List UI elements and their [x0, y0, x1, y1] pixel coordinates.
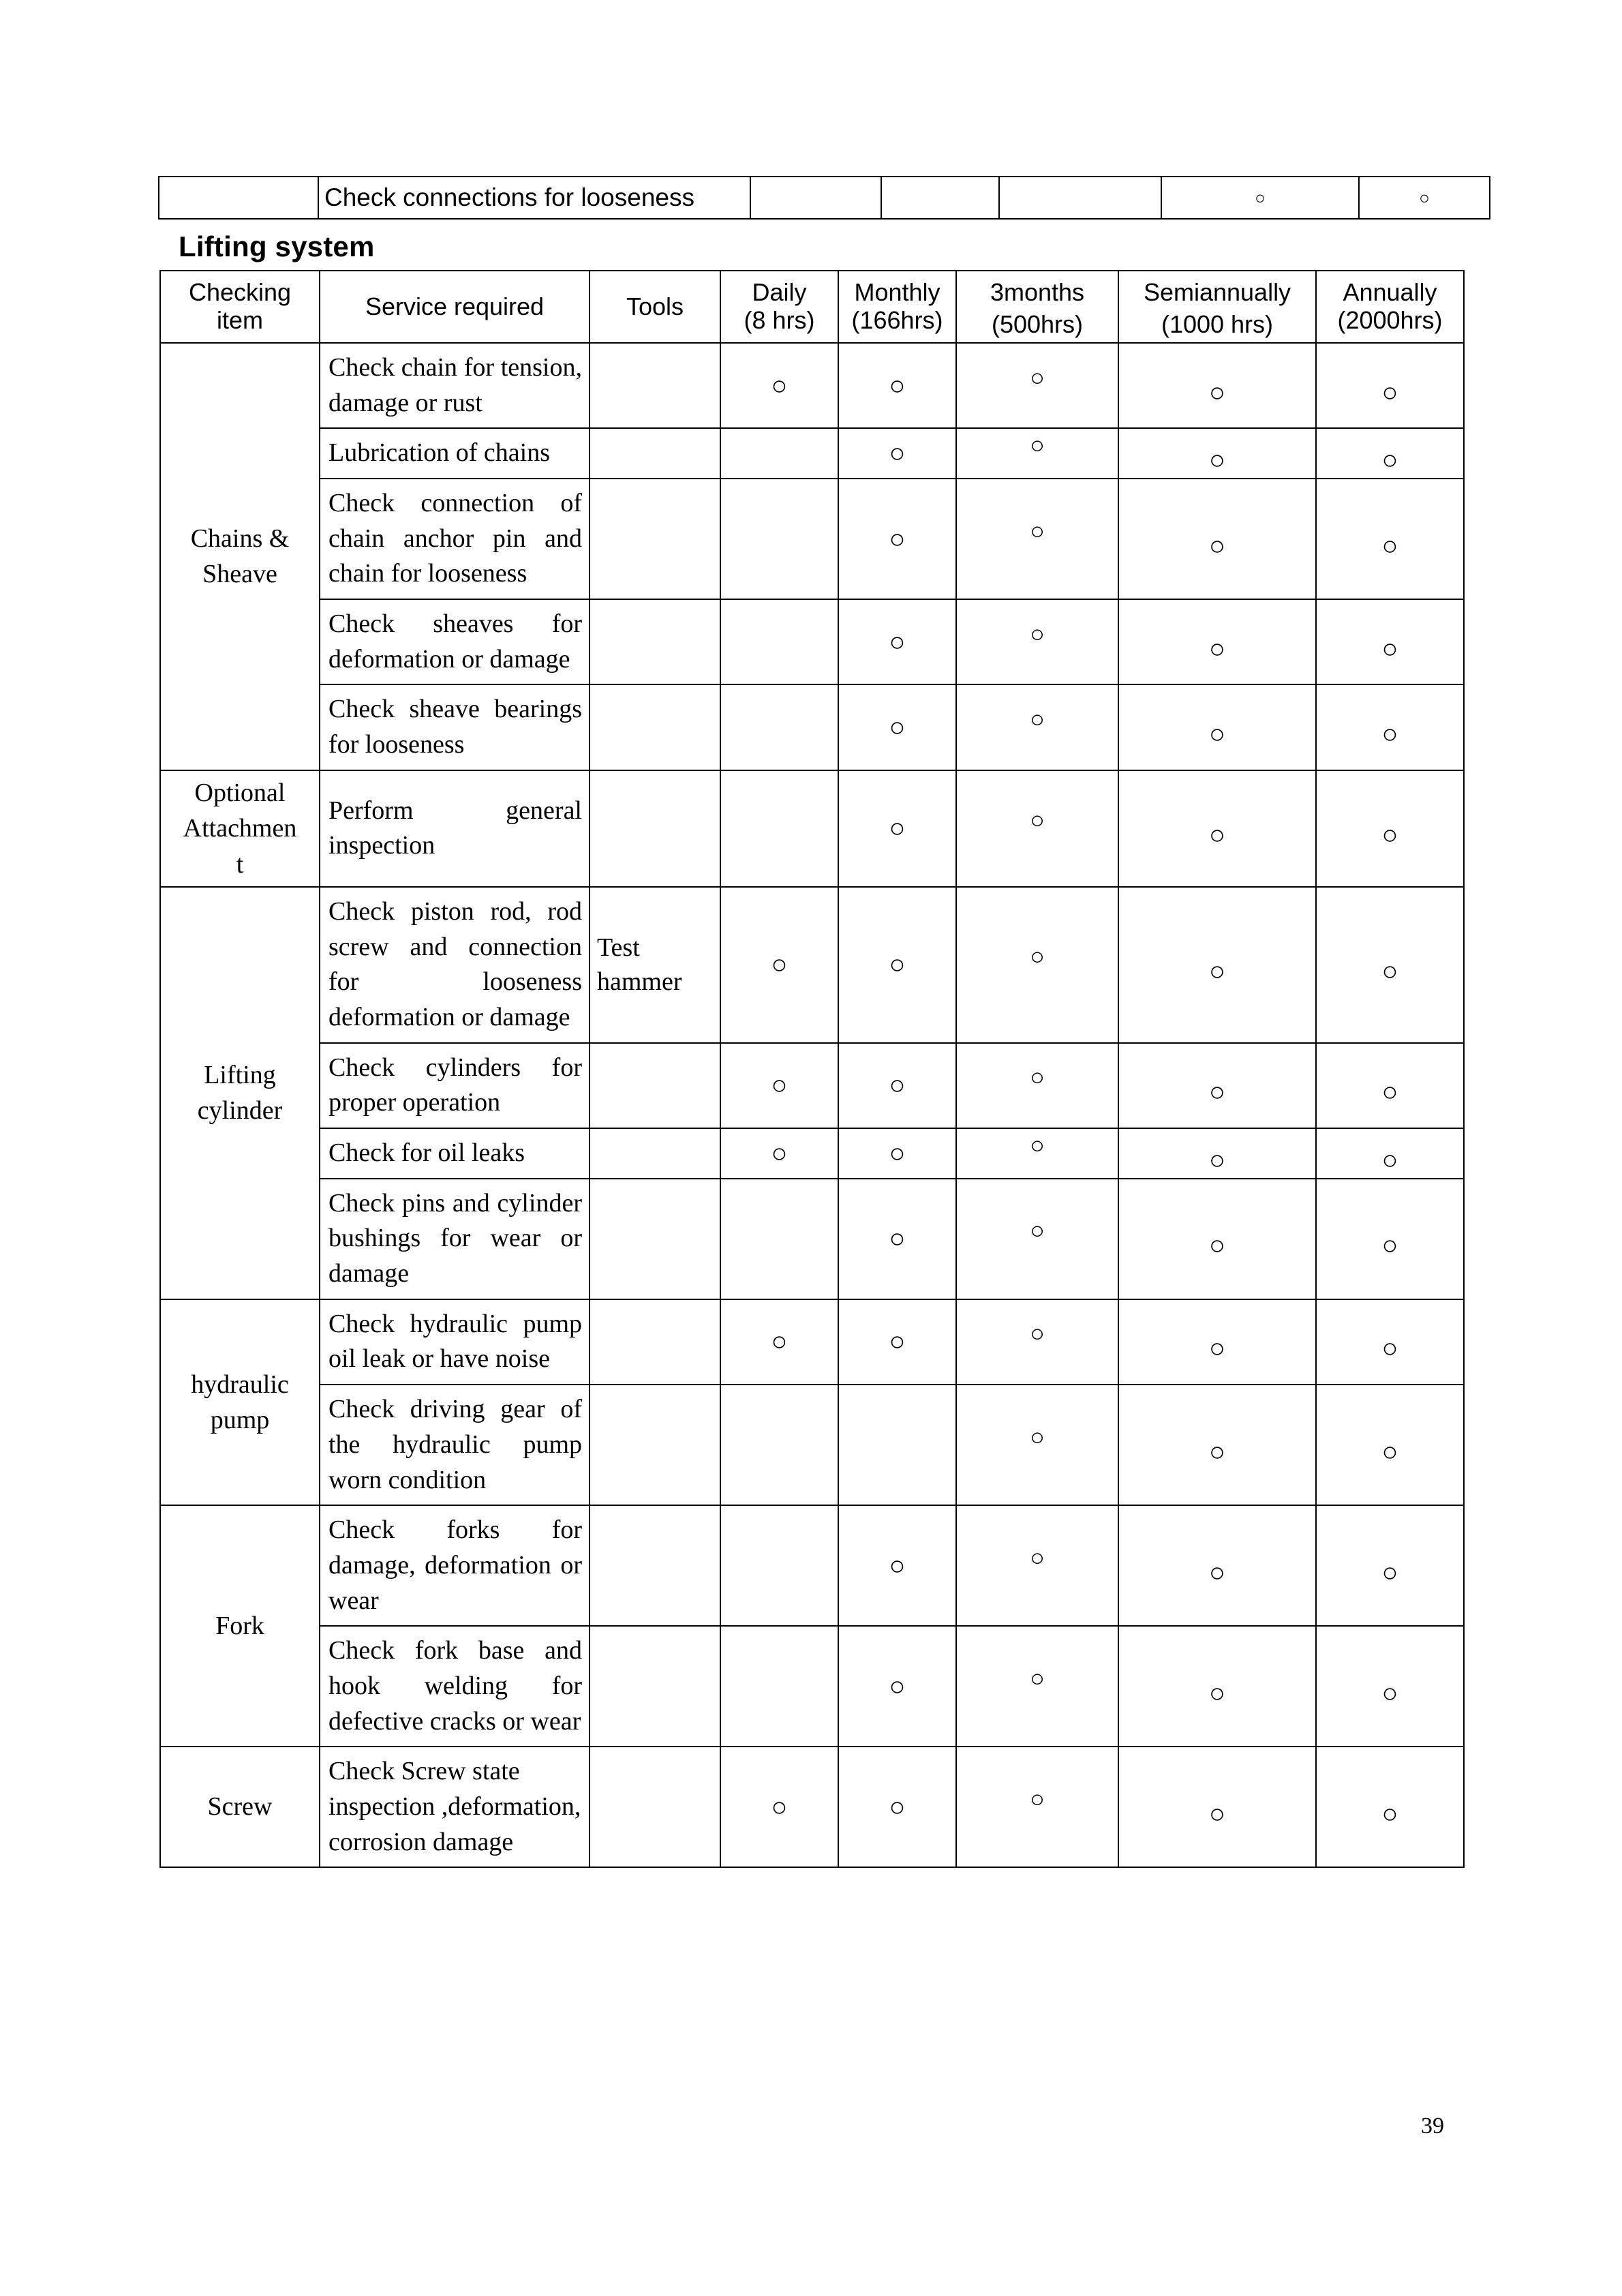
cell-monthly [838, 428, 956, 479]
cell-service-required: Lubrication of chains [320, 428, 590, 479]
header-line-2: (166hrs) [851, 306, 943, 335]
header-line-2: (8 hrs) [744, 306, 815, 335]
cell-tools [590, 770, 720, 887]
check-mark-icon: ○ [889, 369, 906, 401]
top-cell-checking-item [159, 177, 318, 219]
cell-monthly [838, 1747, 956, 1867]
cell-service-required: Check sheave bearings for looseness [320, 684, 590, 770]
cell-three-months [956, 428, 1118, 479]
top-cell-service-required: Check connections for looseness [318, 177, 750, 219]
check-mark-icon: ○ [889, 1070, 906, 1101]
check-mark-icon: ○ [1381, 819, 1398, 851]
cell-annually [1316, 479, 1464, 599]
check-mark-icon: ○ [1030, 943, 1045, 971]
check-mark-icon: ○ [1208, 1333, 1226, 1364]
check-mark-icon: ○ [1208, 1798, 1226, 1829]
cell-three-months [956, 770, 1118, 887]
cell-semiannually [1118, 1128, 1316, 1179]
checking-item-label-line: Fork [215, 1611, 264, 1640]
check-mark-icon: ○ [1255, 187, 1266, 208]
check-mark-icon: ○ [1030, 1063, 1045, 1091]
check-mark-icon: ○ [1030, 1131, 1045, 1159]
cell-tools [590, 1747, 720, 1867]
cell-daily [720, 1043, 838, 1128]
cell-three-months [956, 1299, 1118, 1385]
checking-item-label-line: Lifting [204, 1061, 276, 1090]
check-mark-icon: ○ [1030, 432, 1045, 459]
check-mark-icon: ○ [889, 1550, 906, 1581]
cell-daily [720, 1505, 838, 1626]
check-mark-icon: ○ [889, 1326, 906, 1357]
cell-service-required: Check forks for damage, deformation or wear [320, 1505, 590, 1626]
checking-item-label-line: hydraulic [191, 1370, 289, 1399]
header-line-1: 3months [990, 278, 1085, 306]
cell-three-months [956, 1505, 1118, 1626]
cell-semiannually [1118, 684, 1316, 770]
check-mark-icon: ○ [771, 1070, 788, 1101]
cell-checking-item [160, 887, 320, 1299]
check-mark-icon: ○ [771, 369, 788, 401]
cell-monthly [838, 1299, 956, 1385]
check-mark-icon: ○ [771, 1791, 788, 1822]
cell-semiannually [1118, 343, 1316, 428]
cell-semiannually [1118, 428, 1316, 479]
column-header-annually [1316, 271, 1464, 343]
cell-monthly [838, 1179, 956, 1299]
check-mark-icon: ○ [1030, 1320, 1045, 1348]
check-mark-icon: ○ [1208, 633, 1226, 664]
column-header-three-months [956, 271, 1118, 343]
header-line-1: Semiannually [1143, 278, 1291, 306]
check-mark-icon: ○ [1030, 1785, 1045, 1813]
check-mark-icon: ○ [889, 626, 906, 657]
column-header-daily [720, 271, 838, 343]
check-mark-icon: ○ [1381, 1076, 1398, 1108]
cell-monthly [838, 1626, 956, 1747]
table-row [160, 1128, 1464, 1179]
cell-monthly [838, 343, 956, 428]
check-mark-icon: ○ [1381, 1677, 1398, 1708]
table-row [160, 1626, 1464, 1747]
cell-annually [1316, 770, 1464, 887]
check-mark-icon: ○ [1381, 376, 1398, 408]
header-line-1: Checking [188, 278, 292, 306]
cell-service-required: Check chain for tension, damage or rust [320, 343, 590, 428]
cell-tools [590, 1128, 720, 1179]
table-row [160, 479, 1464, 599]
top-cell-three-months [999, 177, 1161, 219]
check-mark-icon: ○ [1030, 363, 1045, 391]
cell-service-required: Check connection of chain anchor pin and chain for looseness [320, 479, 590, 599]
check-mark-icon: ○ [1030, 1664, 1045, 1692]
cell-daily [720, 1626, 838, 1747]
cell-daily [720, 428, 838, 479]
cell-annually [1316, 428, 1464, 479]
cell-service-required: Check driving gear of the hydraulic pump worn condition [320, 1385, 590, 1505]
header-line-2: item [216, 306, 263, 335]
cell-tools [590, 428, 720, 479]
check-mark-icon: ○ [1208, 1076, 1226, 1108]
check-mark-icon: ○ [1208, 819, 1226, 851]
table-row [160, 428, 1464, 479]
check-mark-icon: ○ [1030, 706, 1045, 734]
cell-daily [720, 1128, 838, 1179]
check-mark-icon: ○ [1030, 1543, 1045, 1571]
check-mark-icon: ○ [1030, 620, 1045, 648]
cell-service-required: Check pins and cylinder bushings for wear or damage [320, 1179, 590, 1299]
cell-semiannually [1118, 1505, 1316, 1626]
check-mark-icon: ○ [1030, 806, 1045, 834]
check-mark-icon: ○ [1381, 1798, 1398, 1829]
cell-service-required: Check hydraulic pump oil leak or have noise [320, 1299, 590, 1385]
cell-three-months [956, 599, 1118, 684]
table-row [160, 1043, 1464, 1128]
cell-monthly [838, 1505, 956, 1626]
check-mark-icon: ○ [1030, 1217, 1045, 1245]
cell-tools [590, 1505, 720, 1626]
checking-item-label-line: Sheave [202, 560, 277, 589]
check-mark-icon: ○ [889, 712, 906, 743]
cell-three-months [956, 1385, 1118, 1505]
column-header-service-required: Service required [320, 271, 590, 343]
check-mark-icon: ○ [1381, 1556, 1398, 1588]
check-mark-icon: ○ [1208, 1230, 1226, 1261]
cell-tools [590, 1626, 720, 1747]
table-row [160, 1747, 1464, 1867]
cell-annually [1316, 1747, 1464, 1867]
cell-three-months [956, 1128, 1118, 1179]
cell-semiannually [1118, 1299, 1316, 1385]
cell-annually [1316, 343, 1464, 428]
cell-three-months [956, 479, 1118, 599]
cell-annually [1316, 1299, 1464, 1385]
cell-tools [590, 1179, 720, 1299]
section-heading: Lifting system [179, 230, 375, 262]
cell-three-months [956, 1626, 1118, 1747]
cell-semiannually [1118, 1179, 1316, 1299]
check-mark-icon: ○ [1208, 956, 1226, 987]
check-mark-icon: ○ [889, 1670, 906, 1702]
table-row [160, 1385, 1464, 1505]
cell-annually [1316, 599, 1464, 684]
cell-tools [590, 1385, 720, 1505]
table-row [160, 1299, 1464, 1385]
header-line-2: (1000 hrs) [1161, 310, 1274, 339]
cell-tools [590, 479, 720, 599]
cell-monthly [838, 684, 956, 770]
check-mark-icon: ○ [889, 1137, 906, 1168]
cell-annually [1316, 1179, 1464, 1299]
table-row [160, 770, 1464, 887]
check-mark-icon: ○ [771, 1137, 788, 1168]
cell-semiannually [1118, 1385, 1316, 1505]
check-mark-icon: ○ [889, 949, 906, 980]
cell-annually [1316, 1128, 1464, 1179]
cell-service-required: Perform general inspection [320, 770, 590, 887]
check-mark-icon: ○ [1381, 956, 1398, 987]
cell-three-months [956, 1043, 1118, 1128]
cell-monthly [838, 770, 956, 887]
cell-semiannually [1118, 599, 1316, 684]
check-mark-icon: ○ [1419, 187, 1430, 208]
cell-service-required: Check cylinders for proper operation [320, 1043, 590, 1128]
cell-daily [720, 479, 838, 599]
checking-item-label-line: Attachmen [183, 814, 297, 843]
cell-checking-item [160, 1299, 320, 1505]
cell-checking-item [160, 1505, 320, 1747]
check-mark-icon: ○ [889, 1223, 906, 1254]
table-header-row [160, 271, 1464, 343]
cell-service-required: Check piston rod, rod screw and connection for looseness deformation or damage [320, 887, 590, 1043]
cell-semiannually [1118, 1747, 1316, 1867]
cell-semiannually [1118, 479, 1316, 599]
cell-monthly [838, 887, 956, 1043]
check-mark-icon: ○ [1208, 1677, 1226, 1708]
check-mark-icon: ○ [771, 949, 788, 980]
cell-monthly [838, 1385, 956, 1505]
table-row [160, 343, 1464, 428]
table-row [160, 1505, 1464, 1626]
cell-semiannually [1118, 887, 1316, 1043]
check-mark-icon: ○ [1381, 1333, 1398, 1364]
cell-tools [590, 343, 720, 428]
checking-item-label-line: Optional [194, 778, 286, 807]
cell-daily [720, 599, 838, 684]
cell-service-required: Check for oil leaks [320, 1128, 590, 1179]
header-line-1: Annually [1343, 278, 1437, 306]
top-cell-annually [1359, 177, 1490, 219]
cell-service-required: Check Screw state inspection ,deformation, corrosion damage [320, 1747, 590, 1867]
cell-checking-item [160, 1747, 320, 1867]
table-row [160, 1179, 1464, 1299]
check-mark-icon: ○ [1208, 1556, 1226, 1588]
checking-item-label-line: Screw [207, 1792, 273, 1822]
header-line-2: (500hrs) [991, 310, 1084, 339]
cell-semiannually [1118, 1626, 1316, 1747]
checking-item-label-line: cylinder [197, 1096, 283, 1126]
table-row [160, 599, 1464, 684]
cell-service-required: Check sheaves for deformation or damage [320, 599, 590, 684]
cell-monthly [838, 1043, 956, 1128]
cell-daily [720, 770, 838, 887]
check-mark-icon: ○ [1381, 1436, 1398, 1467]
header-line-2: (2000hrs) [1337, 306, 1443, 335]
top-cell-tools [750, 177, 881, 219]
maintenance-schedule-table [159, 270, 1465, 1868]
cell-annually [1316, 684, 1464, 770]
checking-item-label-line: pump [210, 1405, 270, 1434]
cell-daily [720, 1747, 838, 1867]
check-mark-icon: ○ [1381, 1230, 1398, 1261]
check-mark-icon: ○ [1030, 517, 1045, 545]
cell-three-months [956, 684, 1118, 770]
cell-monthly [838, 599, 956, 684]
check-mark-icon: ○ [889, 813, 906, 844]
table-row [160, 887, 1464, 1043]
cell-monthly [838, 1128, 956, 1179]
check-mark-icon: ○ [1208, 376, 1226, 408]
check-mark-icon: ○ [771, 1326, 788, 1357]
column-header-checking-item [160, 271, 320, 343]
cell-three-months [956, 887, 1118, 1043]
check-mark-icon: ○ [889, 438, 906, 469]
check-mark-icon: ○ [1208, 444, 1226, 476]
cell-daily [720, 684, 838, 770]
cell-annually [1316, 1385, 1464, 1505]
top-partial-table [158, 176, 1490, 220]
cell-checking-item [160, 770, 320, 887]
column-header-tools: Tools [590, 271, 720, 343]
table-row [160, 684, 1464, 770]
cell-daily [720, 1299, 838, 1385]
header-line-1: Monthly [854, 278, 940, 306]
check-mark-icon: ○ [1208, 719, 1226, 750]
check-mark-icon: ○ [1381, 719, 1398, 750]
check-mark-icon: ○ [889, 523, 906, 554]
check-mark-icon: ○ [1381, 1144, 1398, 1175]
cell-tools [590, 684, 720, 770]
top-cell-semiannually [1161, 177, 1359, 219]
check-mark-icon: ○ [1208, 530, 1226, 561]
cell-service-required: Check fork base and hook welding for defective cracks or wear [320, 1626, 590, 1747]
cell-three-months [956, 343, 1118, 428]
cell-semiannually [1118, 770, 1316, 887]
check-mark-icon: ○ [1381, 444, 1398, 476]
header-line-1: Daily [752, 278, 807, 306]
cell-annually [1316, 887, 1464, 1043]
cell-semiannually [1118, 1043, 1316, 1128]
cell-monthly [838, 479, 956, 599]
cell-tools [590, 1043, 720, 1128]
check-mark-icon: ○ [1208, 1436, 1226, 1467]
cell-tools: Test hammer [590, 887, 720, 1043]
check-mark-icon: ○ [1381, 633, 1398, 664]
column-header-semiannually [1118, 271, 1316, 343]
top-cell-daily [881, 177, 999, 219]
cell-daily [720, 887, 838, 1043]
cell-daily [720, 1385, 838, 1505]
check-mark-icon: ○ [1208, 1144, 1226, 1175]
cell-tools [590, 599, 720, 684]
check-mark-icon: ○ [1381, 530, 1398, 561]
check-mark-icon: ○ [889, 1791, 906, 1822]
cell-tools [590, 1299, 720, 1385]
column-header-monthly [838, 271, 956, 343]
checking-item-label-line: Chains & [190, 524, 290, 553]
cell-annually [1316, 1043, 1464, 1128]
cell-annually [1316, 1626, 1464, 1747]
cell-daily [720, 343, 838, 428]
cell-three-months [956, 1747, 1118, 1867]
cell-annually [1316, 1505, 1464, 1626]
cell-checking-item [160, 343, 320, 770]
check-mark-icon: ○ [1030, 1423, 1045, 1451]
checking-item-label-line: t [236, 849, 244, 879]
cell-three-months [956, 1179, 1118, 1299]
page-number: 39 [1421, 2113, 1444, 2139]
table-row [159, 177, 1490, 219]
cell-daily [720, 1179, 838, 1299]
